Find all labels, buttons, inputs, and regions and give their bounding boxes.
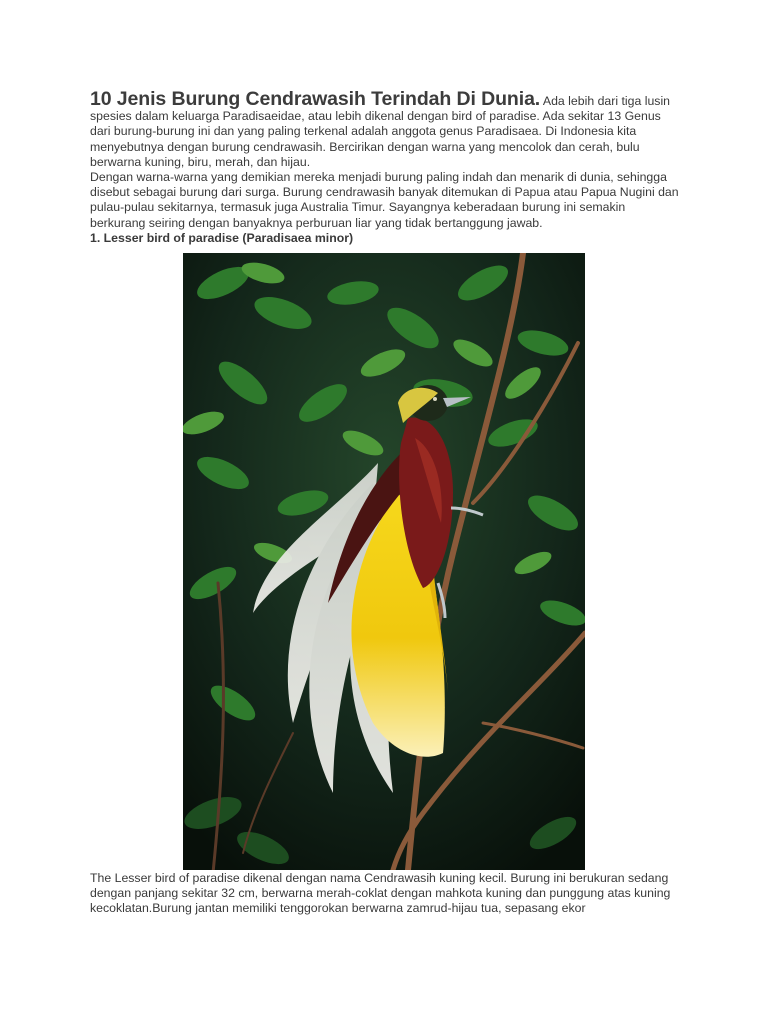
paragraph-2: Dengan warna-warna yang demikian mereka menjadi burung paling indah dan menarik di dunia, sehingga disebut sebagai burung dari surga. Burung cendrawasih banyak ditemukan di Papua atau Papua Nugini dan pulau-pulau sekitarnya, termasuk juga Australia Timur. Sayangnya keberadaan burung ini semakin berkurang seiring dengan banyaknya perburuan liar yang tidak bertanggung jawab. <box>90 170 679 230</box>
section-1-heading: 1. Lesser bird of paradise (Paradisaea minor) <box>90 230 354 245</box>
bird-of-paradise-photo <box>183 253 585 870</box>
article-title: 10 Jenis Burung Cendrawasih Terindah Di Dunia. <box>90 88 541 110</box>
intro-text: Ada lebih dari tiga lusin spesies dalam keluarga Paradisaeidae, atau lebih dikenal dengan bird of paradise. Ada sekitar 13 Genus dari burung-burung ini dan yang paling terkenal adalah anggota genus Paradisaea. Di Indonesia kita menyebutnya dengan burung cendrawasih. Bercirikan dengan warna yang mencolok dan cerah, bulu berwarna kuning, biru, merah, dan hijau. <box>90 94 671 169</box>
intro-paragraph <box>90 88 682 170</box>
article-body <box>90 88 682 246</box>
section-1-body: The Lesser bird of paradise dikenal dengan nama Cendrawasih kuning kecil. Burung ini berukuran sedang dengan panjang sekitar 32 cm, berwarna merah-coklat dengan mahkota kuning dan punggung atas kuning kecoklatan.Burung jantan memiliki tenggorokan berwarna zamrud-hijau tua, sepasang ekor <box>90 871 671 916</box>
